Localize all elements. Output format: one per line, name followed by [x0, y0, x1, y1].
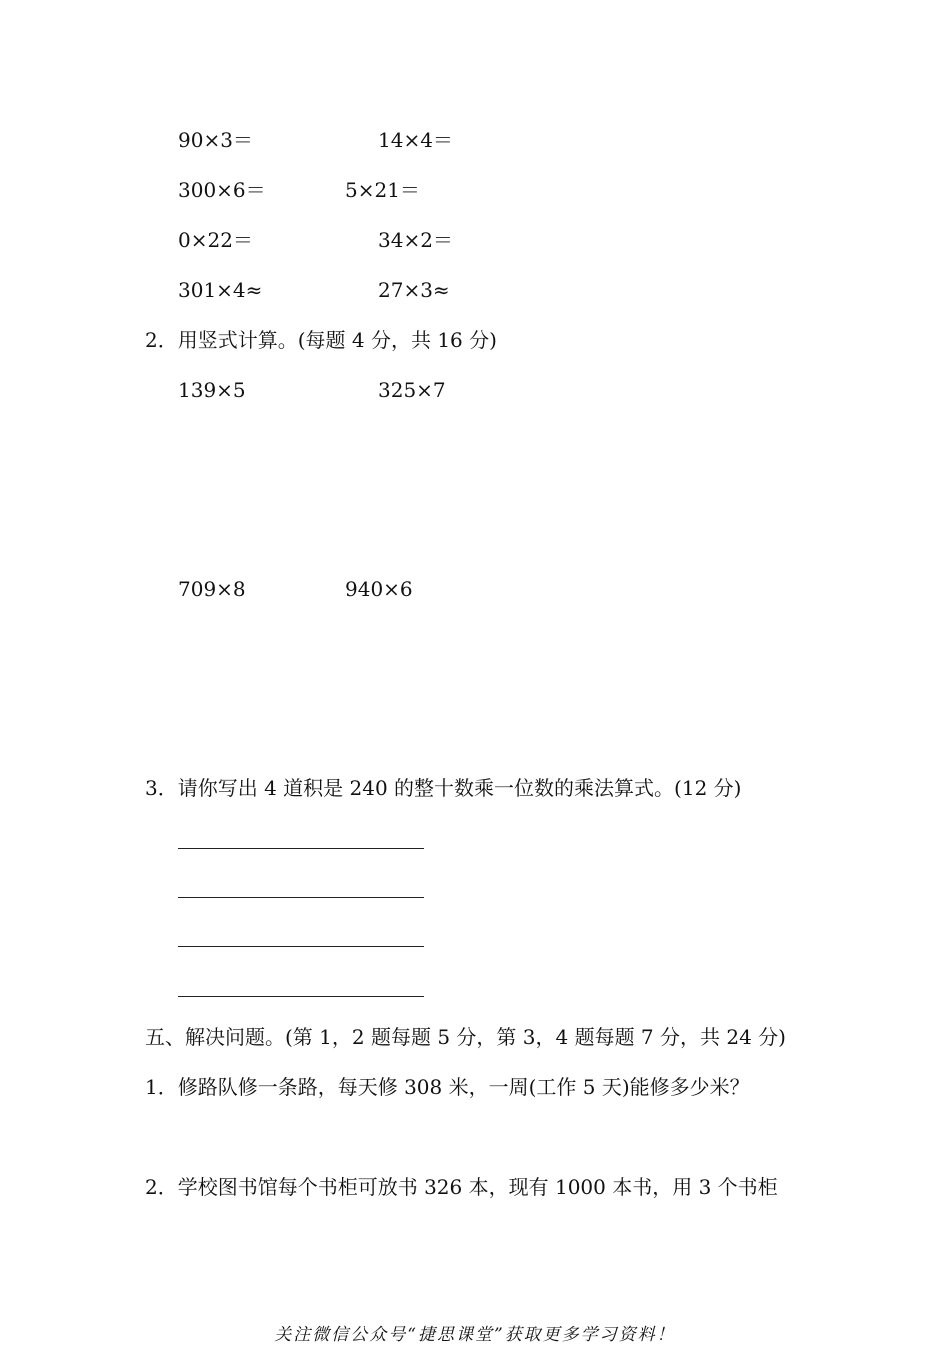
answer-blank-1[interactable] — [178, 848, 424, 849]
calc-item-1: 90×3＝ — [178, 128, 253, 152]
calc-item-7: 301×4≈ — [178, 278, 263, 302]
vertical-calc-item: 709×8 — [178, 577, 246, 601]
calc-item-2: 14×4＝ — [378, 128, 453, 152]
answer-blank-2[interactable] — [178, 897, 424, 898]
question-2-heading: 2．用竖式计算。(每题 4 分，共 16 分) — [145, 328, 497, 352]
answer-blank-3[interactable] — [178, 946, 424, 947]
problem-1: 1．修路队修一条路，每天修 308 米，一周(工作 5 天)能修多少米？ — [145, 1075, 750, 1099]
answer-blank-4[interactable] — [178, 996, 424, 997]
vertical-calc-item: 940×6 — [345, 577, 413, 601]
vertical-calc-item: 139×5 — [178, 378, 246, 402]
calc-item-5: 0×22＝ — [178, 228, 253, 252]
question-3-heading: 3．请你写出 4 道积是 240 的整十数乘一位数的乘法算式。(12 分) — [145, 776, 742, 800]
calc-item-8: 27×3≈ — [378, 278, 450, 302]
calc-item-3: 300×6＝ — [178, 178, 266, 202]
footer-note: 关注微信公众号“捷思课堂”获取更多学习资料！ — [274, 1325, 676, 1345]
calc-item-4: 5×21＝ — [345, 178, 420, 202]
section-5-heading: 五、解决问题。(第 1，2 题每题 5 分，第 3，4 题每题 7 分，共 24 分) — [145, 1025, 786, 1049]
vertical-calc-item: 325×7 — [378, 378, 446, 402]
problem-2: 2．学校图书馆每个书柜可放书 326 本，现有 1000 本书，用 3 个书柜 — [145, 1175, 778, 1199]
calc-item-6: 34×2＝ — [378, 228, 453, 252]
